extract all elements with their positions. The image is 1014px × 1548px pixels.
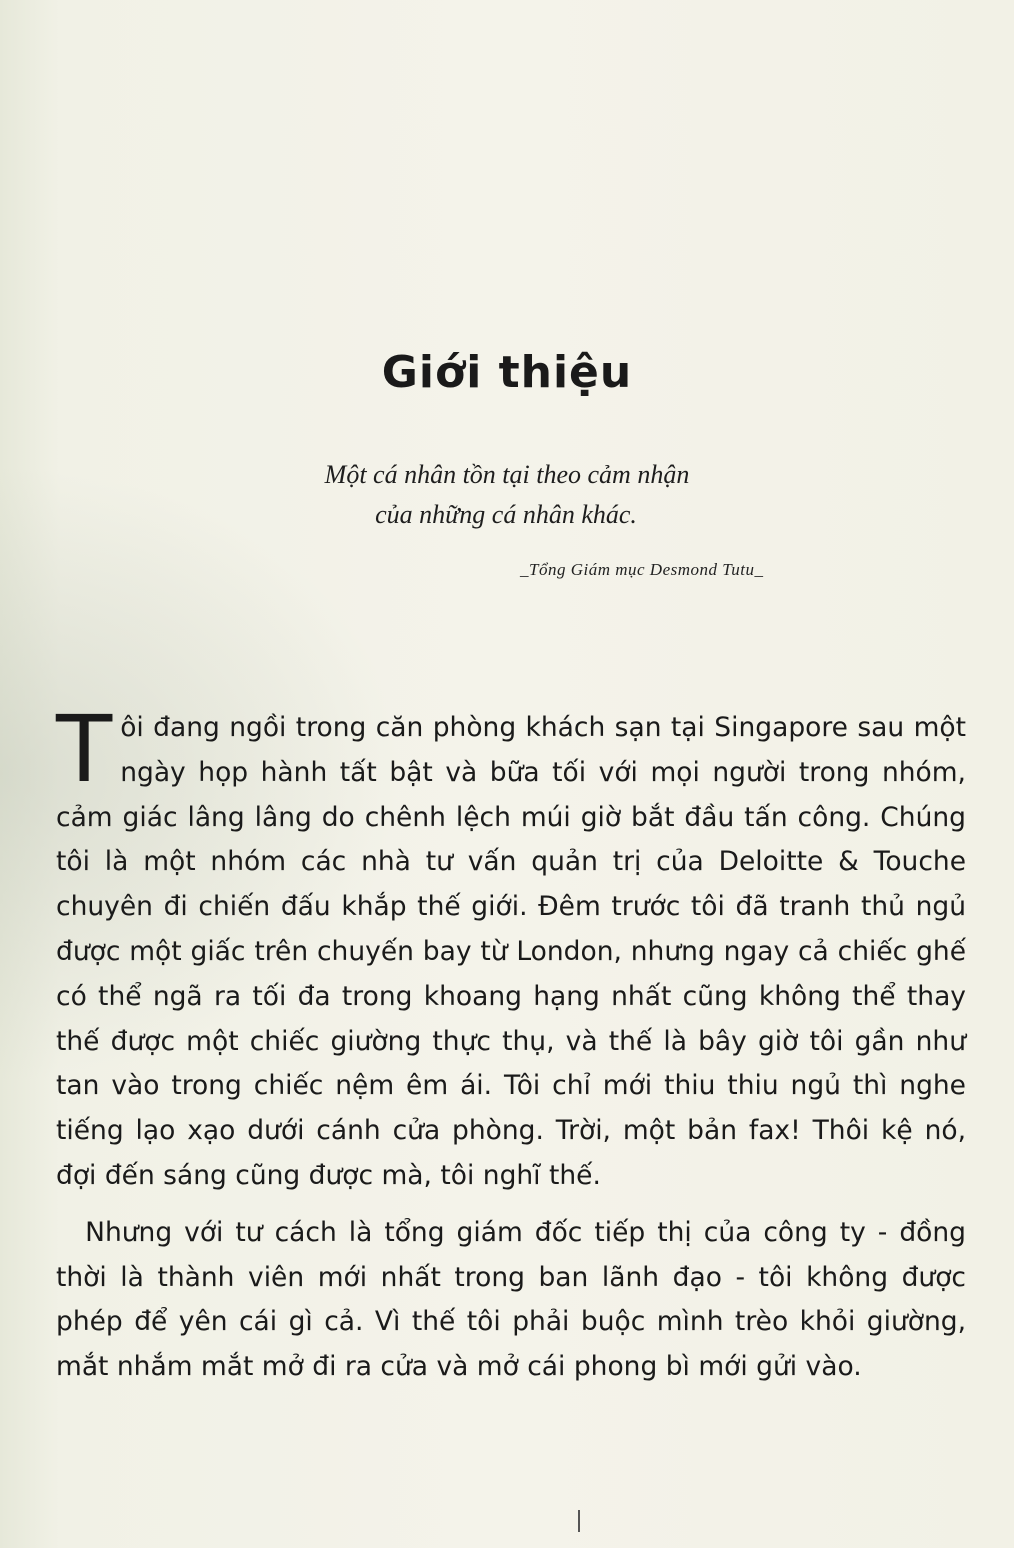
page-mark	[578, 1510, 580, 1532]
body-text	[56, 696, 966, 1390]
drop-cap: T	[56, 696, 113, 803]
epigraph-line-1: Một cá nhân tồn tại theo cảm nhận	[324, 460, 690, 489]
paragraph-2-text: Nhưng với tư cách là tổng giám đốc tiếp thị của công ty - đồng thời là thành viên mới nhất trong ban lãnh đạo - tôi không được phép để yên cái gì cả. Vì thế tôi phải buộc mình trèo khỏi giường, mắt nhắm mắt mở đi ra cửa và mở cái phong bì mới gửi vào.	[56, 1216, 966, 1383]
chapter-title: Giới thiệu	[381, 347, 633, 399]
paragraph-1-text: ôi đang ngồi trong căn phòng khách sạn tại Singapore sau một ngày họp hành tất bật và bữa tối với mọi người trong nhóm, cảm giác lâng lâng do chênh lệch múi giờ bắt đầu tấn công. Chúng tôi là một nhóm các nhà tư vấn quản trị của Deloitte & Touche chuyên đi chiến đấu khắp thế giới. Đêm trước tôi đã tranh thủ ngủ được một giấc trên chuyến bay từ London, nhưng ngay cả chiếc ghế có thể ngã ra tối đa trong khoang hạng nhất cũng không thể thay thế được một chiếc giường thực thụ, và thế là bây giờ tôi gần như tan vào trong chiếc nệm êm ái. Tôi chỉ mới thiu thiu ngủ thì nghe tiếng lạo xạo dưới cánh cửa phòng. Trời, một bản fax! Thôi kệ nó, đợi đến sáng cũng được mà, tôi nghĩ thế.	[56, 712, 966, 1191]
epigraph-line-2: của những cá nhân khác.	[375, 500, 637, 529]
epigraph	[0, 455, 1014, 535]
epigraph-attribution: _Tổng Giám mục Desmond Tutu_	[520, 560, 764, 579]
paragraph	[56, 696, 966, 1199]
